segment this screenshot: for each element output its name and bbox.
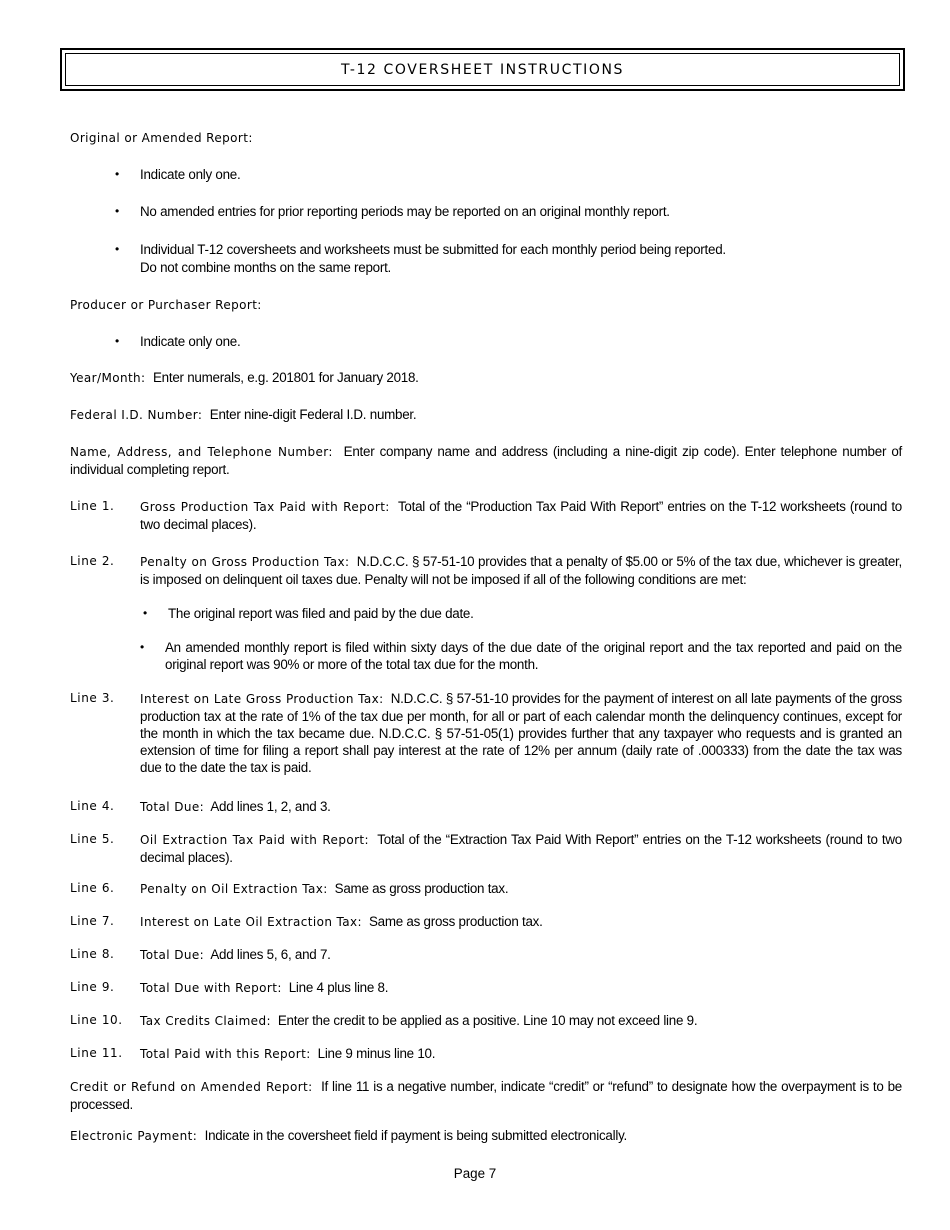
line-label: Interest on Late Gross Production Tax:	[140, 692, 384, 706]
line-10-body	[140, 1012, 902, 1030]
line-number: Line 10.	[70, 1013, 123, 1027]
name-address-block	[70, 443, 902, 478]
line-label: Interest on Late Oil Extraction Tax:	[140, 915, 363, 929]
federal-id-block	[70, 406, 905, 424]
line-text: N.D.C.C. § 57-51-10 provides that a penalty of $5.00 or 5% of the tax due, whichever is greater, is imposed on delinquent oil taxes due. Penalty will not be imposed if all of the following conditions are met:	[140, 554, 902, 587]
bullet-item	[115, 333, 241, 350]
bullet-item	[115, 241, 726, 258]
bullet-continuation	[140, 259, 391, 276]
bullet-icon: •	[115, 204, 119, 218]
electronic-payment-label: Electronic Payment:	[70, 1129, 198, 1143]
line-text: Total of the “Production Tax Paid With Report” entries on the T-12 worksheets (round to two decimal places).	[140, 499, 903, 532]
line-8-body	[140, 946, 902, 964]
line-2-body	[140, 553, 902, 588]
year-month-block	[70, 369, 905, 387]
credit-refund-label: Credit or Refund on Amended Report:	[70, 1080, 313, 1094]
line-text: Same as gross production tax.	[334, 881, 509, 896]
electronic-payment-text: Indicate in the coversheet field if payment is being submitted electronically.	[204, 1128, 627, 1143]
line-9-body	[140, 979, 902, 997]
line-text: Same as gross production tax.	[368, 914, 543, 929]
line-label: Total Due:	[140, 800, 205, 814]
line-1-body	[140, 498, 902, 533]
line-number: Line 8.	[70, 947, 115, 961]
bullet-text: Indicate only one.	[140, 167, 241, 182]
line-label: Tax Credits Claimed:	[140, 1014, 271, 1028]
line-number: Line 11.	[70, 1046, 123, 1060]
line-text: N.D.C.C. § 57-51-10 provides for the payment of interest on all late payments of the gross production tax at the rate of 1% of the tax due per month, for all or part of each calendar month the delinquency continues, except for the month in which the tax became due. N.D.C.C. § 57-51-05(1) provides further that any taxpayer who requests and is granted an extension of time for filing a report shall pay interest at the rate of 12% per annum (daily rate of .000333) from the date the tax was due to the date the tax is paid.	[140, 691, 902, 775]
year-month-text: Enter numerals, e.g. 201801 for January 2018.	[152, 370, 419, 385]
line-text: Line 4 plus line 8.	[288, 980, 389, 995]
line-number: Line 3.	[70, 691, 115, 705]
name-address-label: Name, Address, and Telephone Number:	[70, 445, 333, 459]
producer-purchaser-label: Producer or Purchaser Report:	[70, 298, 262, 312]
page-title: T-12 COVERSHEET INSTRUCTIONS	[65, 53, 900, 86]
bullet-icon: •	[115, 334, 119, 348]
bullet-text: Indicate only one.	[140, 334, 241, 349]
page-number: Page 7	[453, 1166, 497, 1181]
producer-purchaser-heading	[70, 296, 905, 314]
bullet-item	[143, 605, 474, 622]
federal-id-label: Federal I.D. Number:	[70, 408, 203, 422]
line-3-body	[140, 690, 902, 776]
credit-refund-text: If line 11 is a negative number, indicate “credit” or “refund” to designate how the overpayment is to be processed.	[70, 1079, 902, 1112]
year-month-label: Year/Month:	[70, 371, 146, 385]
line-text: Total of the “Extraction Tax Paid With Report” entries on the T-12 worksheets (round to two decimal places).	[140, 832, 902, 865]
bullet-text: Do not combine months on the same report.	[140, 260, 392, 275]
line-label: Gross Production Tax Paid with Report:	[140, 500, 390, 514]
line-label: Oil Extraction Tax Paid with Report:	[140, 833, 369, 847]
bullet-icon: •	[115, 242, 119, 256]
line-text: Line 9 minus line 10.	[317, 1046, 436, 1061]
line-5-body	[140, 831, 902, 866]
line-6-body	[140, 880, 902, 898]
federal-id-text: Enter nine-digit Federal I.D. number.	[209, 407, 417, 422]
line-text: Enter the credit to be applied as a positive. Line 10 may not exceed line 9.	[277, 1013, 698, 1028]
bullet-item	[115, 166, 241, 183]
line-number: Line 5.	[70, 832, 115, 846]
line-number: Line 7.	[70, 914, 115, 928]
line-7-body	[140, 913, 902, 931]
line-label: Penalty on Oil Extraction Tax:	[140, 882, 328, 896]
line-4-body	[140, 798, 902, 816]
electronic-payment-block	[70, 1127, 905, 1145]
line-11-body	[140, 1045, 902, 1063]
line-number: Line 4.	[70, 799, 115, 813]
line-number: Line 9.	[70, 980, 115, 994]
bullet-icon: •	[143, 606, 147, 620]
line-text: Add lines 1, 2, and 3.	[210, 799, 331, 814]
bullet-item	[140, 639, 902, 673]
line-number: Line 1.	[70, 499, 115, 513]
bullet-icon: •	[140, 640, 144, 654]
original-amended-label: Original or Amended Report:	[70, 131, 253, 145]
line-label: Total Due with Report:	[140, 981, 282, 995]
name-address-text: Enter company name and address (including a nine-digit zip code). Enter telephone number of individual completing report.	[70, 444, 902, 477]
bullet-text: An amended monthly report is filed within sixty days of the due date of the original report and the tax reported and paid on the original report was 90% or more of the total tax due for the month.	[165, 640, 902, 672]
bullet-text: Individual T-12 coversheets and worksheets must be submitted for each monthly period being reported.	[140, 242, 726, 257]
title-box	[60, 48, 905, 91]
credit-refund-block	[70, 1078, 902, 1113]
line-text: Add lines 5, 6, and 7.	[210, 947, 331, 962]
line-number: Line 2.	[70, 554, 115, 568]
line-label: Total Paid with this Report:	[140, 1047, 311, 1061]
line-label: Penalty on Gross Production Tax:	[140, 555, 350, 569]
line-label: Total Due:	[140, 948, 205, 962]
bullet-text: No amended entries for prior reporting periods may be reported on an original monthly report.	[140, 204, 670, 219]
original-amended-heading	[70, 129, 905, 147]
bullet-icon: •	[115, 167, 119, 181]
bullet-item	[115, 203, 670, 220]
bullet-text: The original report was filed and paid by the due date.	[168, 606, 474, 621]
line-number: Line 6.	[70, 881, 115, 895]
